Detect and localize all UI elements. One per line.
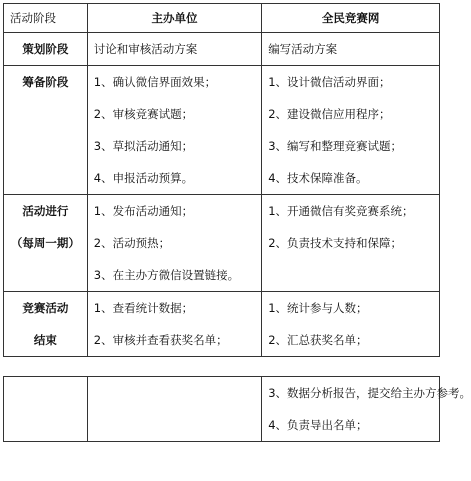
stage-cell: [4, 195, 88, 292]
platform-item: 2、负责技术支持和保障；: [268, 236, 403, 250]
table-row: [4, 66, 440, 195]
platform-item: 1、设计微信活动界面；: [268, 75, 391, 89]
organizer-item: 1、查看统计数据；: [93, 301, 194, 315]
table-row: [4, 33, 440, 66]
organizer-item: 1、发布活动通知；: [93, 204, 194, 218]
stage-label: （每周一期）: [10, 236, 80, 250]
stage-label: 竞赛活动: [22, 301, 69, 315]
platform-cell: [262, 66, 440, 195]
platform-cell: [262, 33, 440, 66]
stage-cell: [4, 292, 88, 357]
platform-item: 2、建设微信应用程序；: [268, 107, 391, 121]
organizer-item: 2、审核并查看获奖名单；: [93, 333, 228, 347]
platform-item: 2、汇总获奖名单；: [268, 333, 368, 347]
table-row: [4, 377, 440, 442]
stage-label: 策划阶段: [22, 42, 69, 56]
organizer-item: 3、草拟活动通知；: [93, 139, 194, 153]
organizer-cell: [87, 292, 261, 357]
platform-cell: [262, 292, 440, 357]
stage-cell: [4, 33, 88, 66]
platform-cell: [262, 195, 440, 292]
organizer-cell: [87, 377, 261, 442]
organizer-item: 3、在主办方微信设置链接。: [93, 268, 240, 282]
organizer-cell: [87, 195, 261, 292]
organizer-item: 2、活动预热；: [93, 236, 171, 250]
platform-item: 4、负责导出名单；: [268, 418, 368, 432]
header-organizer: 主办单位: [87, 4, 261, 33]
table-row: [4, 292, 440, 357]
organizer-item: 1、确认微信界面效果；: [93, 75, 217, 89]
stage-cell: [4, 377, 88, 442]
table-header-row: [4, 4, 440, 33]
platform-item: 1、开通微信有奖竞赛系统；: [268, 204, 414, 218]
organizer-item: 讨论和审核活动方案: [93, 42, 198, 56]
header-platform: 全民竞赛网: [262, 4, 440, 33]
stage-label: 结束: [33, 333, 57, 347]
table-row: [4, 195, 440, 292]
stage-label: 活动进行: [22, 204, 69, 218]
platform-item: 1、统计参与人数；: [268, 301, 368, 315]
continuation-table: [3, 376, 471, 442]
stage-label: 筹备阶段: [22, 75, 69, 89]
platform-cell: [262, 377, 471, 442]
organizer-item: 4、申报活动预算。: [93, 171, 194, 185]
activity-plan-table: [3, 3, 440, 357]
organizer-cell: [87, 33, 261, 66]
platform-item: 4、技术保障准备。: [268, 171, 368, 185]
platform-item: 3、数据分析报告，提交给主办方参考。: [268, 386, 471, 400]
platform-item: 3、编写和整理竞赛试题；: [268, 139, 403, 153]
header-stage: 活动阶段: [4, 4, 88, 33]
platform-item: 编写活动方案: [268, 42, 338, 56]
stage-cell: [4, 66, 88, 195]
organizer-cell: [87, 66, 261, 195]
organizer-item: 2、审核竞赛试题；: [93, 107, 194, 121]
